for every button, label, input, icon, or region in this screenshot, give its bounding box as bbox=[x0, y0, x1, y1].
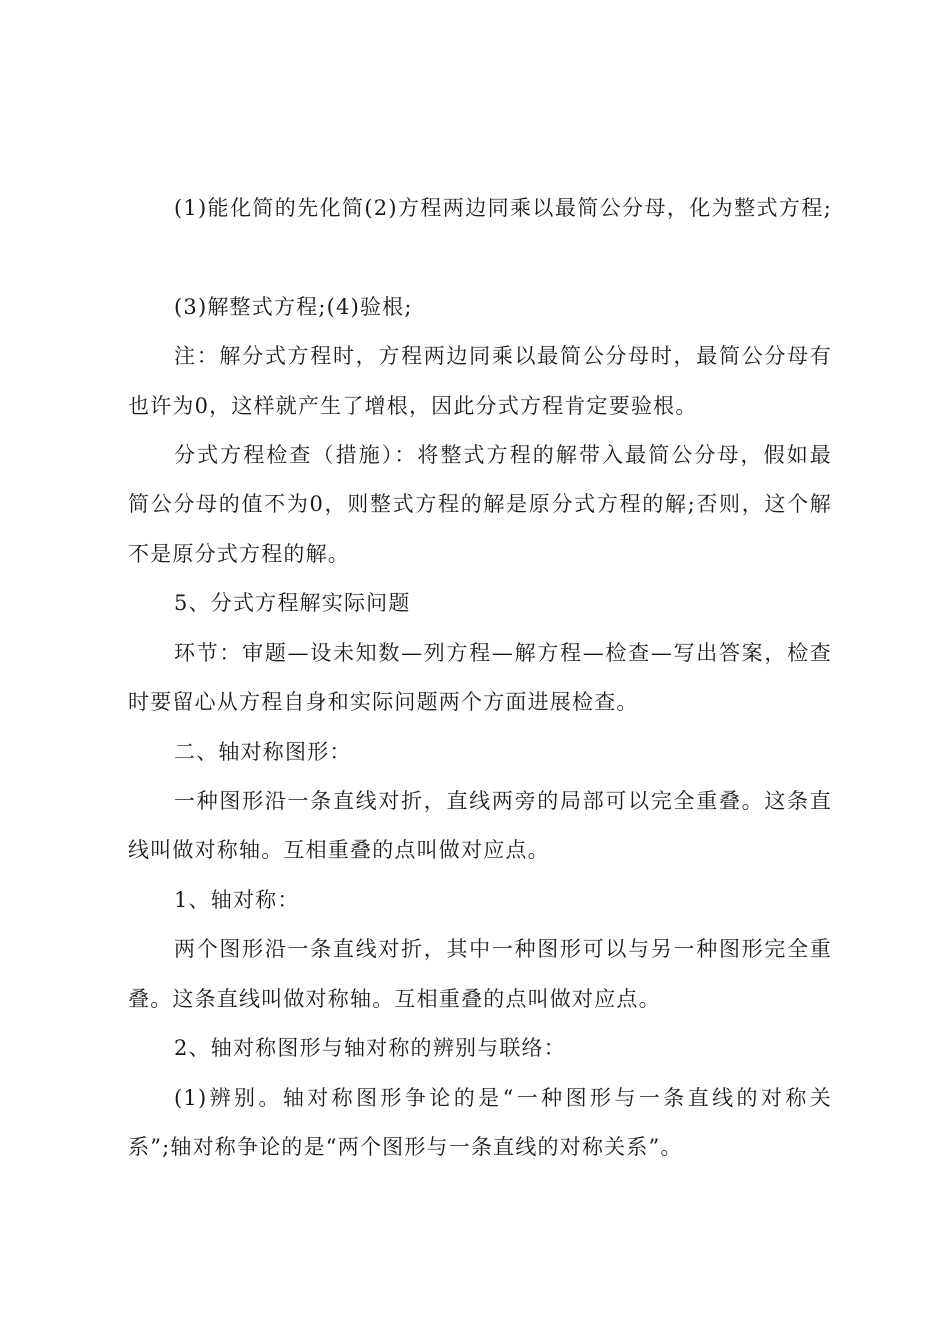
text-line: 不是原分式方程的解。 bbox=[128, 542, 350, 566]
text-line: 分式方程检查（措施）：将整式方程的解带入最简公分母，假如最 bbox=[174, 443, 832, 467]
text-line: 环节：审题—设未知数—列方程—解方程—检查—写出答案，检查 bbox=[174, 641, 832, 665]
section-heading: 1、轴对称： bbox=[174, 888, 300, 912]
text-line: (1)辨别。轴对称图形争论的是“一种图形与一条直线的对称关 bbox=[174, 1086, 832, 1110]
section-heading: 5、分式方程解实际问题 bbox=[174, 591, 411, 615]
text-line: 两个图形沿一条直线对折，其中一种图形可以与另一种图形完全重 bbox=[174, 937, 832, 961]
section-heading: 2、轴对称图形与轴对称的辨别与联络： bbox=[174, 1036, 566, 1060]
section-heading: 二、轴对称图形： bbox=[174, 740, 352, 764]
text-line: 注：解分式方程时，方程两边同乘以最简公分母时，最简公分母有 bbox=[174, 344, 832, 368]
text-line: 叠。这条直线叫做对称轴。互相重叠的点叫做对应点。 bbox=[128, 987, 661, 1011]
text-line: 一种图形沿一条直线对折，直线两旁的局部可以完全重叠。这条直 bbox=[174, 789, 832, 813]
text-line: 时要留心从方程自身和实际问题两个方面进展检查。 bbox=[128, 690, 639, 714]
text-line: 也许为0，这样就产生了增根，因此分式方程肯定要验根。 bbox=[128, 394, 698, 418]
text-line: (3)解整式方程;(4)验根; bbox=[174, 295, 413, 319]
text-line: 线叫做对称轴。互相重叠的点叫做对应点。 bbox=[128, 838, 550, 862]
text-line: (1)能化简的先化简(2)方程两边同乘以最简公分母，化为整式方程; bbox=[174, 196, 832, 220]
text-line: 系”;轴对称争论的是“两个图形与一条直线的对称关系”。 bbox=[128, 1135, 683, 1159]
text-line: 简公分母的值不为0，则整式方程的解是原分式方程的解;否则，这个解 bbox=[128, 492, 832, 516]
